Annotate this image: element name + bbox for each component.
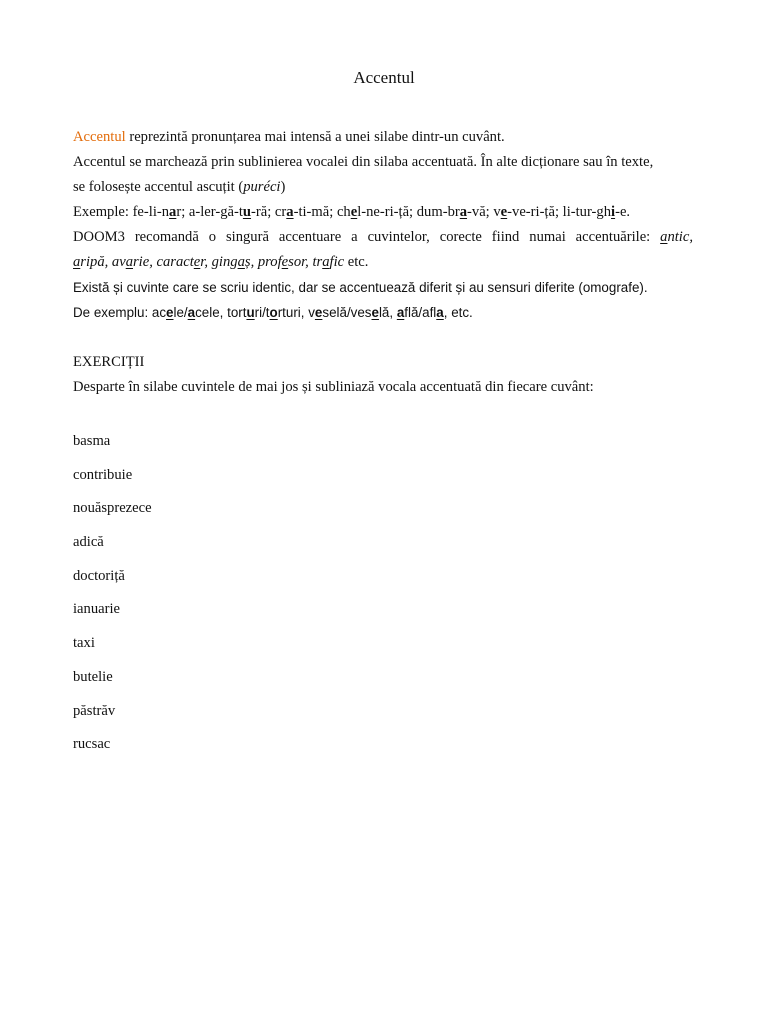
list-item: doctoriță [73, 567, 125, 584]
intro-section [73, 125, 693, 325]
intro-line-1: Accentul reprezintă pronunțarea mai intensă a unei silabe dintr-un cuvânt. [73, 129, 505, 145]
exercise-heading: EXERCIȚII [73, 354, 145, 370]
list-item: taxi [73, 635, 95, 652]
list-item: nouăsprezece [73, 500, 152, 517]
list-item: basma [73, 433, 111, 449]
intro-line-7-homographs: Există și cuvinte care se scriu identic, dar se accentuează diferit și au sensuri diferite (omografe). [73, 280, 648, 295]
list-item: adică [73, 534, 104, 551]
highlighted-term: Accentul [73, 129, 126, 145]
intro-line-3: se folosește accentul ascuțit (puréci) [73, 179, 286, 195]
list-item: contribuie [73, 466, 133, 483]
list-item: butelie [73, 668, 113, 685]
intro-line-6: aripă, avarie, caracter, gingaș, profesor, trafic etc. [73, 254, 369, 270]
example-acute-accent: puréci [243, 179, 281, 195]
intro-line-2: Accentul se marchează prin sublinierea vocalei din silaba accentuată. În alte dicționare sau în texte, [73, 154, 654, 170]
intro-line-4-examples: Exemple: fe-li-nar; a-ler-gă-tu-ră; cra-ti-mă; chel-ne-ri-ță; dum-bra-vă; ve-ve-ri-ță; li-tur-ghi-e. [73, 204, 631, 220]
list-item: rucsac [73, 736, 111, 753]
intro-line-8-homograph-examples: De exemplu: acele/acele, torturi/torturi, veselă/veselă, află/afla, etc. [73, 305, 473, 320]
list-item: păstrăv [73, 702, 116, 719]
exercise-section [73, 350, 693, 400]
word-list [73, 425, 152, 762]
list-item: ianuarie [73, 601, 120, 618]
exercise-instruction: Desparte în silabe cuvintele de mai jos și subliniază vocala accentuată din fiecare cuvânt: [73, 379, 594, 395]
page-title: Accentul [353, 68, 415, 87]
intro-line-5: DOOM3 recomandă o singură accentuare a cuvintelor, corecte fiind numai accentuările: antic, [73, 229, 693, 245]
